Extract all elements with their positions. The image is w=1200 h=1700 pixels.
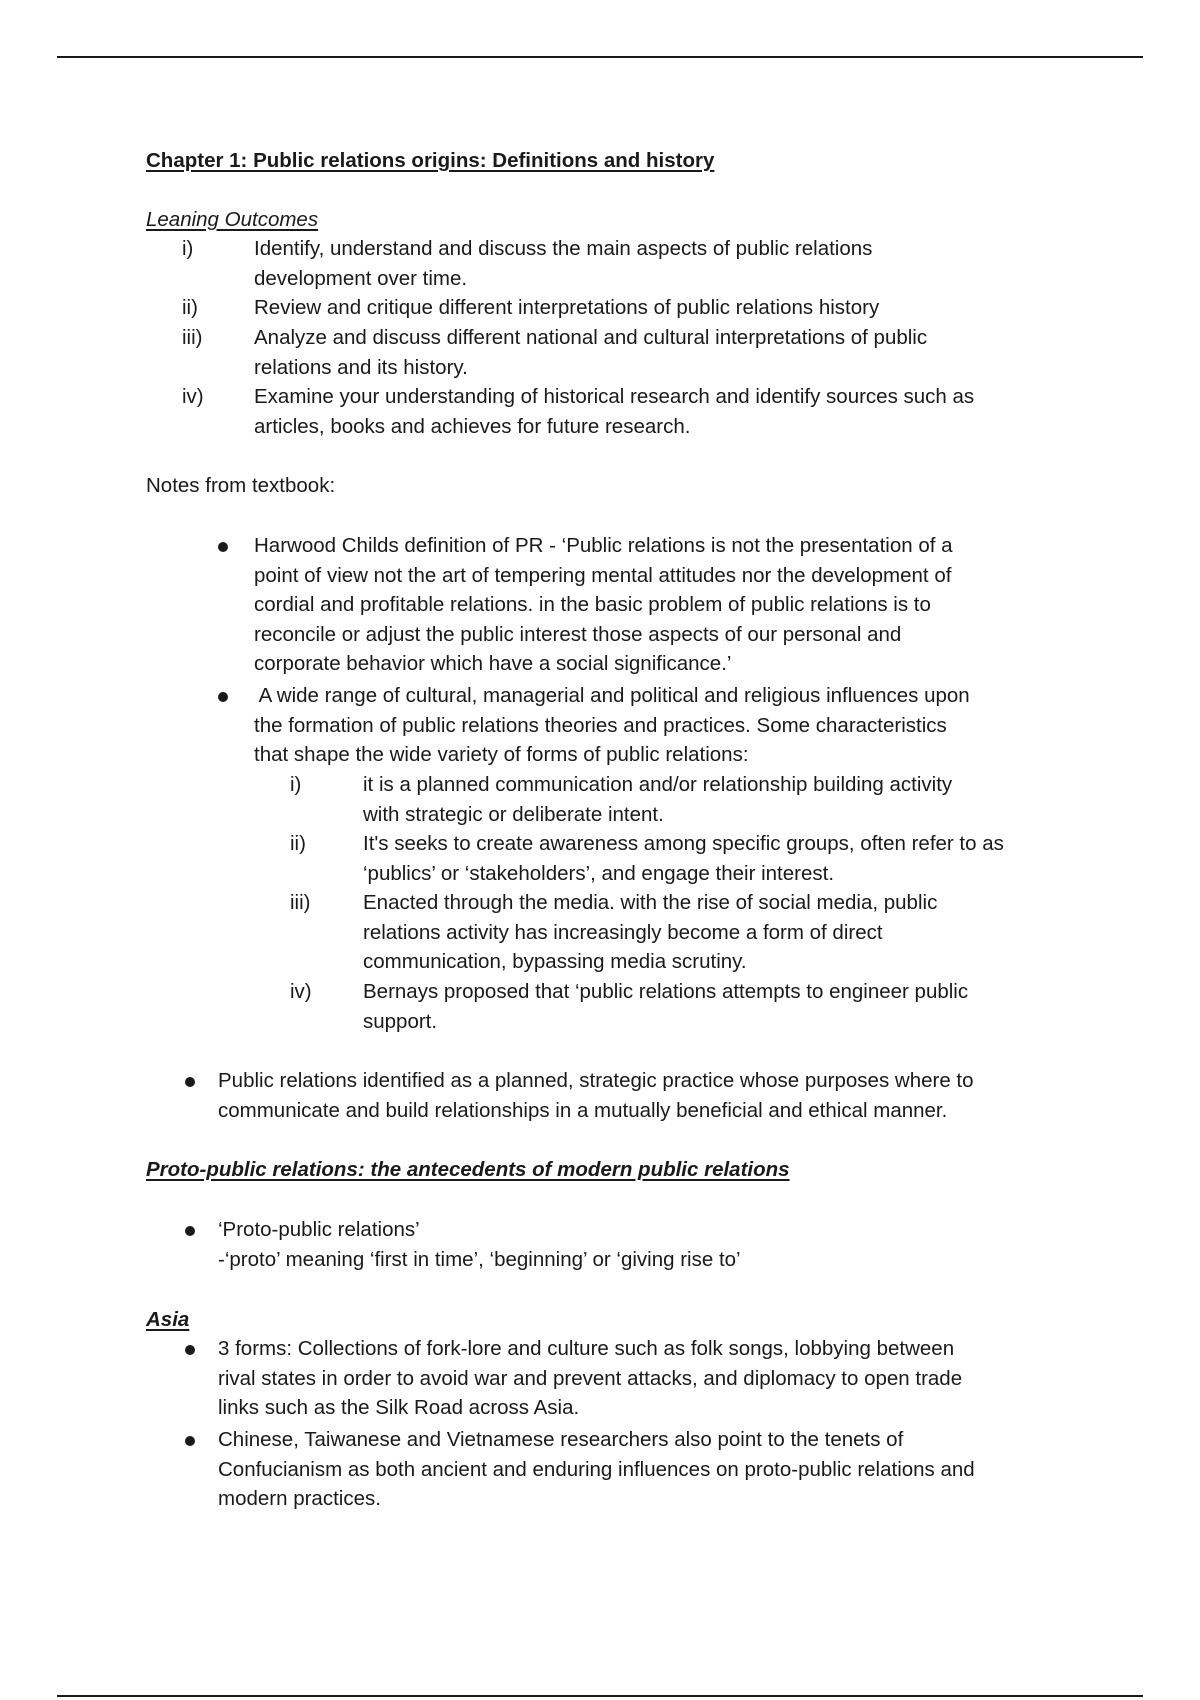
outcome-item: Examine your understanding of historical research and identify sources such as articles, books and achieves for future research. bbox=[254, 385, 975, 438]
characteristic-marker: i) bbox=[290, 773, 302, 796]
proto-heading: Proto-public relations: the antecedents of modern public relations bbox=[146, 1158, 790, 1181]
outcome-item: Identify, understand and discuss the main aspects of public relations development over time. bbox=[254, 237, 873, 290]
outcome-item: Review and critique different interpretations of public relations history bbox=[254, 296, 880, 319]
bullet-icon bbox=[185, 1226, 195, 1236]
outcome-marker: iii) bbox=[182, 326, 203, 349]
characteristic-marker: iv) bbox=[290, 980, 312, 1003]
bullet-icon bbox=[218, 692, 228, 702]
bullet-icon bbox=[185, 1345, 195, 1355]
proto-bullet: ‘Proto-public relations’ -‘proto’ meaning ‘first in time’, ‘beginning’ or ‘giving rise to’ bbox=[218, 1218, 741, 1271]
notes-bullet-strategic-practice: Public relations identified as a planned, strategic practice whose purposes where to communicate and build relationships in a mutually beneficial and ethical manner. bbox=[218, 1069, 974, 1122]
characteristic-marker: iii) bbox=[290, 891, 311, 914]
notes-bullet-definition: Harwood Childs definition of PR - ‘Public relations is not the presentation of a point of view not the art of tempering mental attitudes nor the development of cordial and profitable relations. in the basic problem of public relations is to reconcile or adjust the public interest those aspects of our personal and corporate behavior which have a social significance.’ bbox=[254, 534, 953, 675]
bullet-icon bbox=[185, 1077, 195, 1087]
notes-bullet-influences: A wide range of cultural, managerial and political and religious influences upon the formation of public relations theories and practices. Some characteristics that shape the wide variety of forms of public relations: bbox=[254, 684, 970, 766]
characteristic-item: Bernays proposed that ‘public relations attempts to engineer public support. bbox=[363, 980, 969, 1033]
asia-bullet-confucianism: Chinese, Taiwanese and Vietnamese researchers also point to the tenets of Confucianism as both ancient and enduring influences on proto-public relations and modern practices. bbox=[218, 1428, 975, 1510]
outcome-marker: iv) bbox=[182, 385, 204, 408]
characteristic-item: Enacted through the media. with the rise of social media, public relations activity has increasingly become a form of direct communication, bypassing media scrutiny. bbox=[363, 891, 938, 973]
learning-outcomes-heading: Leaning Outcomes bbox=[146, 208, 319, 231]
bottom-divider bbox=[57, 1695, 1143, 1697]
asia-bullet-forms: 3 forms: Collections of fork-lore and culture such as folk songs, lobbying between rival states in order to avoid war and prevent attacks, and diplomacy to open trade links such as the Silk Road across Asia. bbox=[218, 1337, 963, 1419]
outcome-item: Analyze and discuss different national and cultural interpretations of public relations and its history. bbox=[254, 326, 928, 379]
bullet-icon bbox=[185, 1436, 195, 1446]
top-divider bbox=[57, 56, 1143, 58]
outcome-marker: i) bbox=[182, 237, 194, 260]
asia-heading: Asia bbox=[146, 1308, 190, 1331]
outcome-marker: ii) bbox=[182, 296, 198, 319]
characteristic-item: it is a planned communication and/or relationship building activity with strategic or deliberate intent. bbox=[363, 773, 953, 826]
bullet-icon bbox=[218, 542, 228, 552]
chapter-title: Chapter 1: Public relations origins: Definitions and history bbox=[146, 149, 715, 172]
characteristic-item: It's seeks to create awareness among specific groups, often refer to as ‘publics’ or ‘stakeholders’, and engage their interest. bbox=[363, 832, 1004, 885]
characteristic-marker: ii) bbox=[290, 832, 306, 855]
notes-heading: Notes from textbook: bbox=[146, 474, 336, 497]
